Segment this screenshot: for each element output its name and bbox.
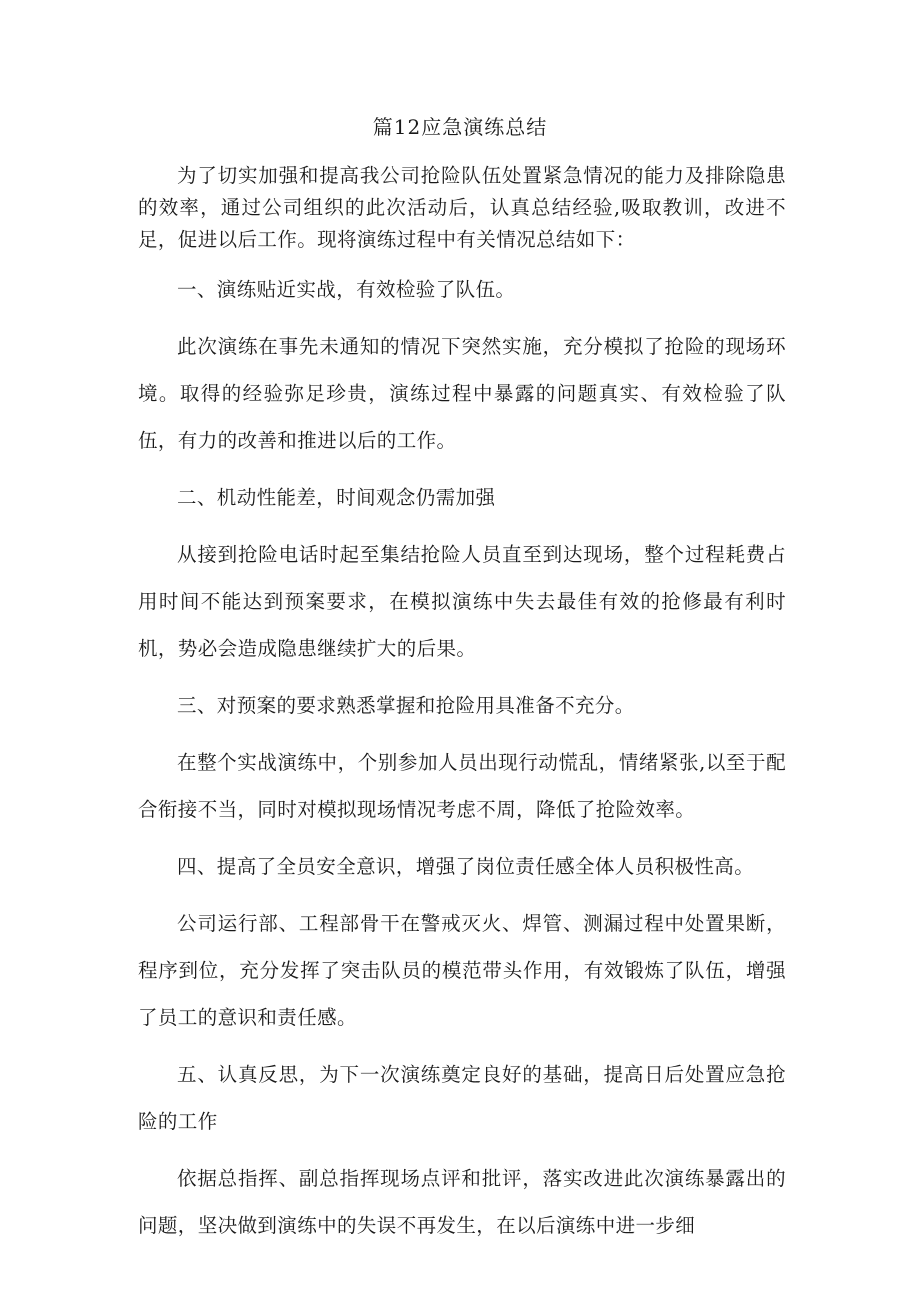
heading-section-3: 三、对预案的要求熟悉掌握和抢险用具准备不充分。: [177, 694, 635, 717]
document-title: 篇12应急演练总结: [372, 115, 548, 139]
paragraph-intro: 为了切实加强和提高我公司抢险队伍处置紧急情况的能力及排除隐患的效率，通过公司组织的此次活动后，认真总结经验,吸取教训，改进不足，促进以后工作。现将演练过程中有关情况总结如下：: [138, 164, 786, 251]
paragraph-section-3: 在整个实战演练中，个别参加人员出现行动慌乱，情绪紧张,以至于配合衔接不当，同时对模拟现场情况考虑不周，降低了抢险效率。: [138, 751, 786, 821]
heading-section-4: 四、提高了全员安全意识，增强了岗位责任感全体人员积极性高。: [177, 855, 755, 878]
paragraph-section-2: 从接到抢险电话时起至集结抢险人员直至到达现场，整个过程耗费占用时间不能达到预案要求，在模拟演练中失去最佳有效的抢修最有利时机，势必会造成隐患继续扩大的后果。: [138, 543, 786, 660]
paragraph-section-1: 此次演练在事先未通知的情况下突然实施，充分模拟了抢险的现场环境。取得的经验弥足珍贵，演练过程中暴露的问题真实、有效检验了队伍，有力的改善和推进以后的工作。: [138, 335, 786, 452]
heading-section-5: 五、认真反思，为下一次演练奠定良好的基础，提高日后处置应急抢险的工作: [138, 1063, 786, 1133]
heading-section-2: 二、机动性能差，时间观念仍需加强: [177, 486, 496, 509]
paragraph-section-4: 公司运行部、工程部骨干在警戒灭火、焊管、测漏过程中处置果断，程序到位，充分发挥了突击队员的模范带头作用，有效锻炼了队伍，增强了员工的意识和责任感。: [138, 912, 786, 1029]
heading-section-1: 一、演练贴近实战，有效检验了队伍。: [177, 278, 516, 301]
paragraph-section-5: 依据总指挥、副总指挥现场点评和批评，落实改进此次演练暴露出的问题，坚决做到演练中的失误不再发生，在以后演练中进一步细: [138, 1167, 786, 1237]
document-body: [138, 160, 786, 1249]
